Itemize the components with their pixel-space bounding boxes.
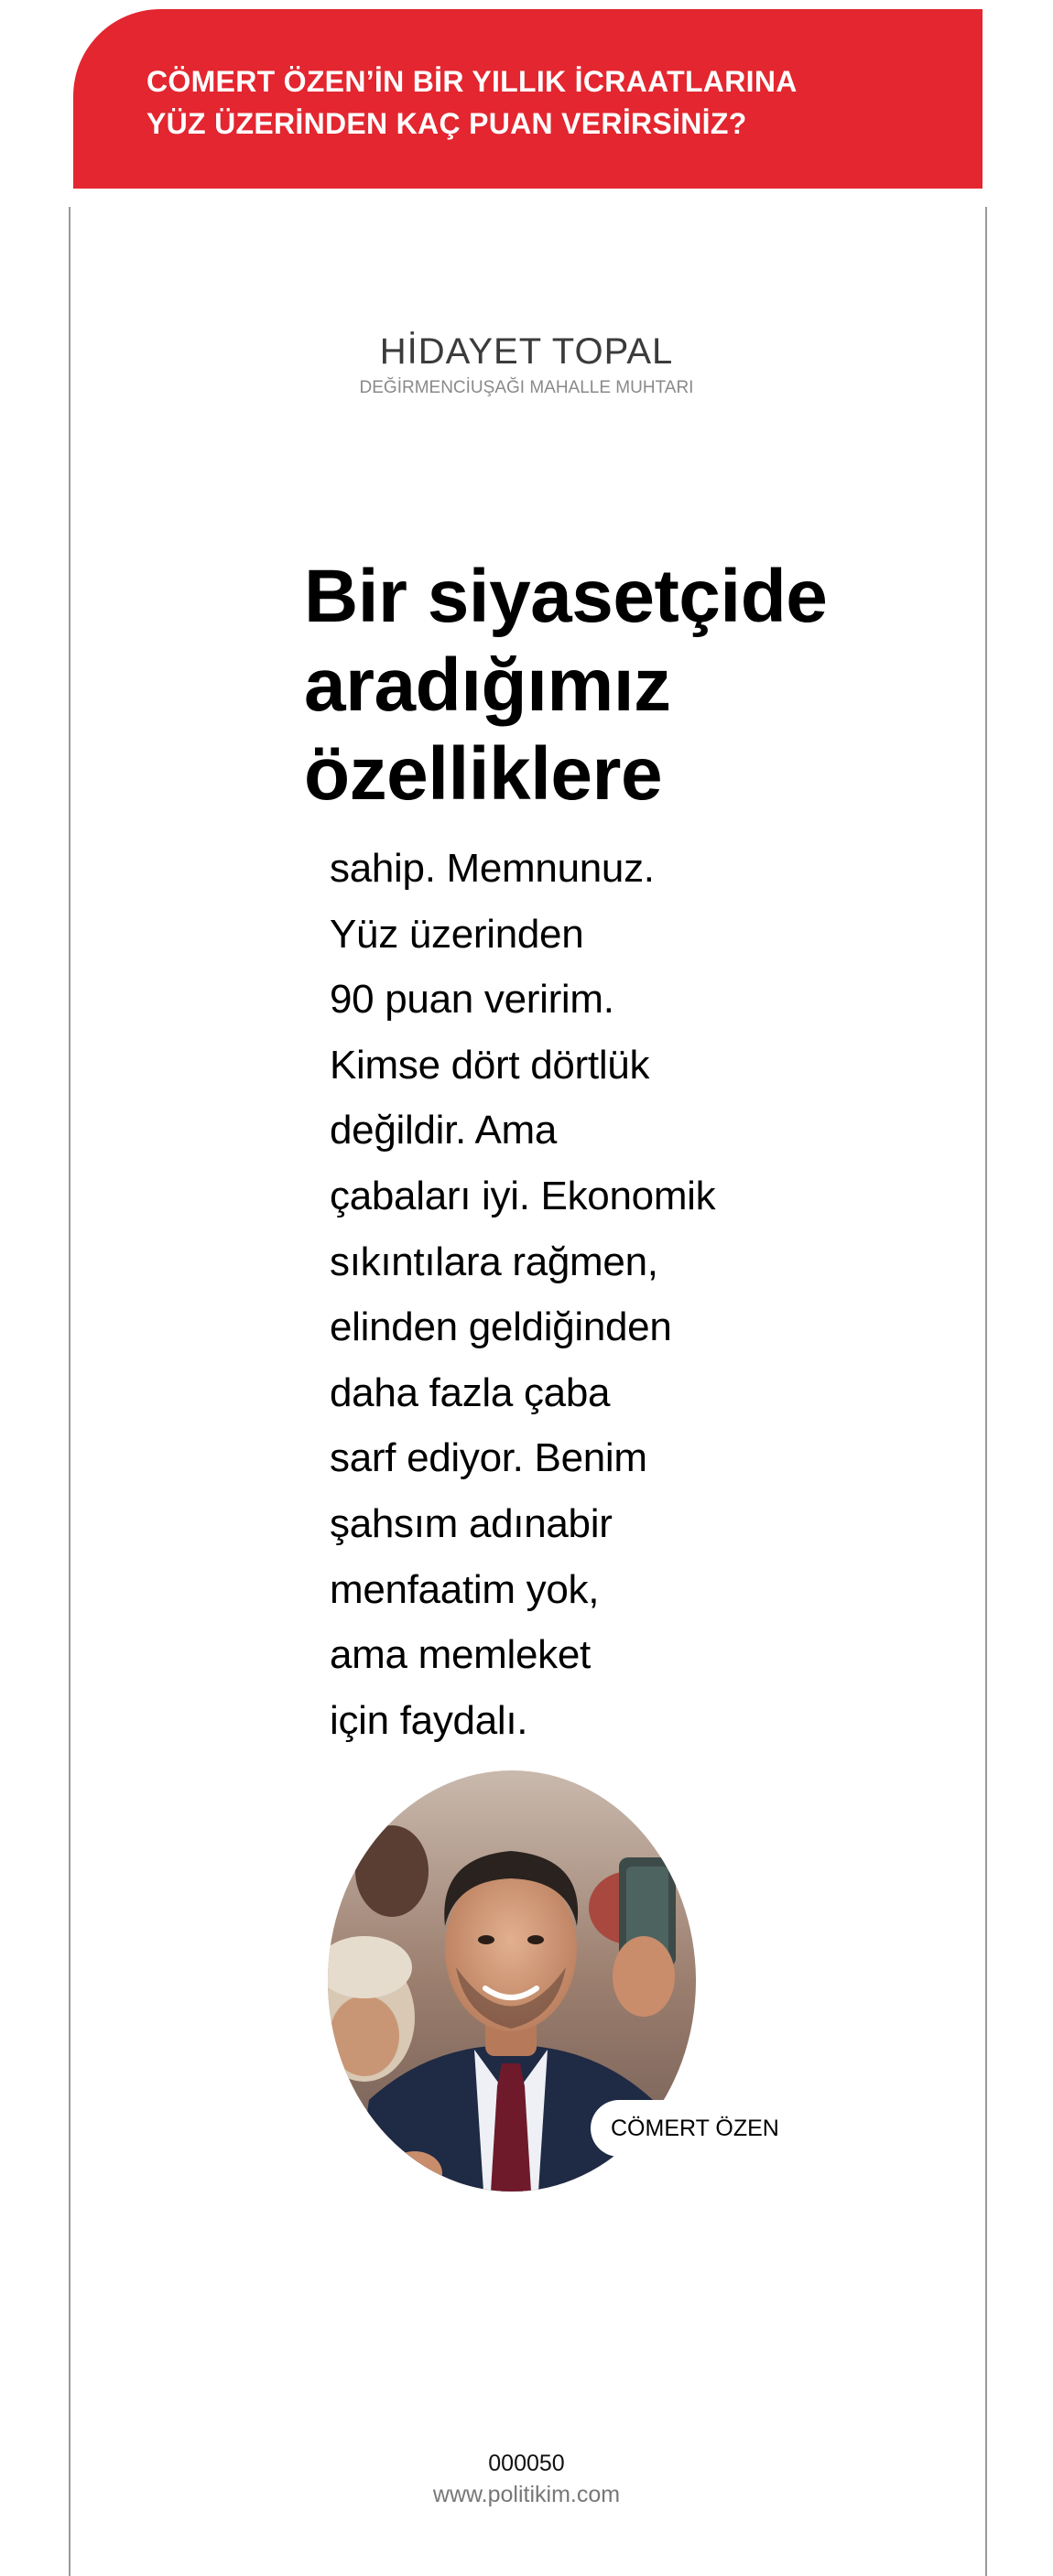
quote-line: Yüz üzerinden — [330, 911, 584, 957]
quote-line: çabaları iyi. Ekonomik — [330, 1173, 716, 1218]
headline — [304, 552, 963, 818]
respondent-name: HİDAYET TOPAL — [379, 331, 674, 372]
quote-body — [330, 836, 842, 1753]
headline-line: özelliklere — [304, 732, 663, 816]
photo-caption: CÖMERT ÖZEN — [591, 2100, 778, 2157]
quote-line: sıkıntılara rağmen, — [330, 1239, 658, 1284]
question-line-2: YÜZ ÜZERİNDEN KAÇ PUAN VERİRSİNİZ? — [147, 107, 747, 140]
quote-line: elinden geldiğinden — [330, 1304, 672, 1350]
quote-line: sarf ediyor. Benim — [330, 1435, 647, 1481]
quote-line: değildir. Ama — [330, 1108, 558, 1153]
quote-line: için faydalı. — [330, 1697, 528, 1743]
quote-line: ama memleket — [330, 1632, 591, 1678]
headline-line: aradığımız — [304, 644, 671, 727]
question-line-1: CÖMERT ÖZEN’İN BİR YILLIK İCRAATLARINA — [147, 65, 798, 98]
quote-line: Kimse dört dörtlük — [330, 1042, 650, 1088]
quote-line: 90 puan veririm. — [330, 977, 614, 1023]
question-banner — [73, 9, 982, 189]
footer-code: 000050 — [488, 2451, 565, 2476]
quote-line: şahsım adınabir — [330, 1500, 613, 1546]
quote-line: sahip. Memnunuz. — [330, 846, 655, 891]
frame-right-border — [985, 207, 987, 2576]
footer — [0, 2449, 1053, 2509]
respondent-title: DEĞİRMENCİUŞAĞI MAHALLE MUHTARI — [359, 378, 694, 397]
quote-line: daha fazla çaba — [330, 1369, 611, 1415]
frame-left-border — [69, 207, 71, 2576]
headline-line: Bir siyasetçide — [304, 555, 828, 638]
respondent-block — [0, 330, 1053, 399]
footer-url[interactable]: www.politikim.com — [432, 2482, 621, 2507]
quote-line: menfaatim yok, — [330, 1566, 600, 1612]
